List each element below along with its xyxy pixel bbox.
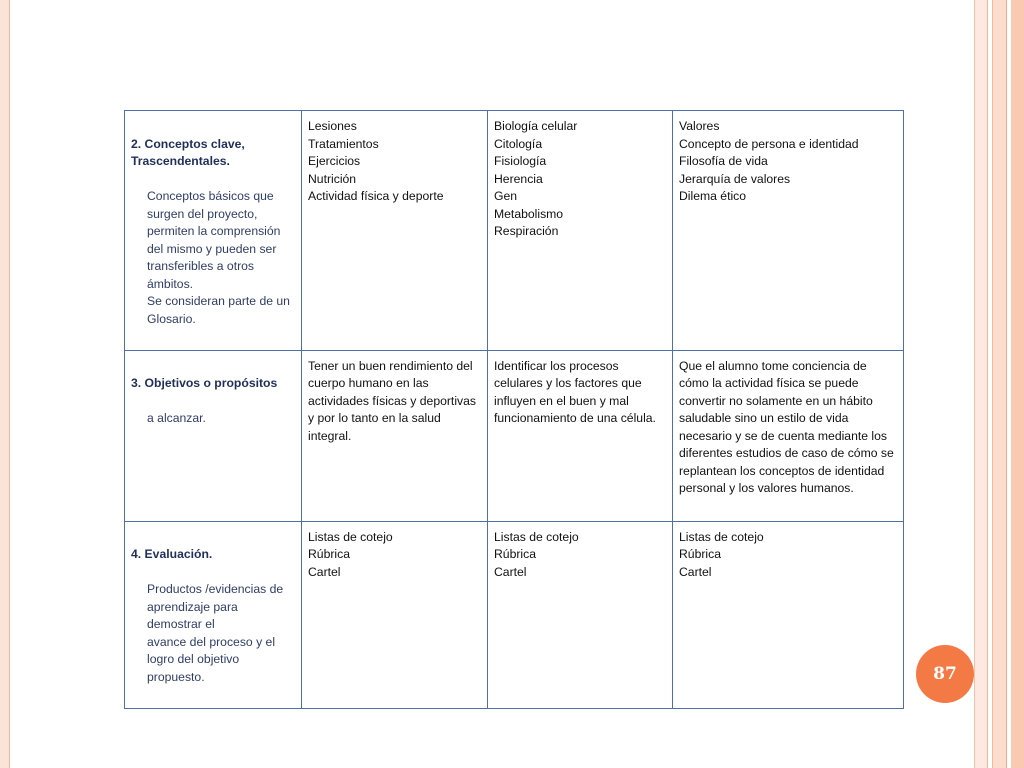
row-heading-cell — [125, 521, 302, 708]
table-row-conceptos — [125, 111, 904, 351]
row-heading-cell — [125, 111, 302, 351]
table-cell: Que el alumno tome conciencia de cómo la actividad física se puede convertir no solamente en un hábito saludable sino un estilo de vida necesario y se de cuenta mediante los diferentes estudios de caso de cómo se replantean los conceptos de identidad personal y los valores humanos. — [673, 350, 904, 521]
table-cell: Listas de cotejo Rúbrica Cartel — [673, 521, 904, 708]
page-number: 87 — [933, 664, 957, 684]
table-cell: Tener un buen rendimiento del cuerpo humano en las actividades físicas y deportivas y por lo tanto en la salud integral. — [302, 350, 488, 521]
row-heading-cell — [125, 350, 302, 521]
table-row-objetivos — [125, 350, 904, 521]
table-cell: Valores Concepto de persona e identidad Filosofía de vida Jerarquía de valores Dilema ético — [673, 111, 904, 351]
right-decorative-stripes — [974, 0, 1024, 768]
table-cell: Listas de cotejo Rúbrica Cartel — [488, 521, 673, 708]
row-heading-title: 3. Objetivos o propósitos — [131, 376, 278, 390]
content-table — [124, 110, 904, 709]
table-cell: Identificar los procesos celulares y los factores que influyen en el buen y mal funcionamiento de una célula. — [488, 350, 673, 521]
row-heading-title: 2. Conceptos clave, Trascendentales. — [131, 136, 245, 168]
page-number-badge — [916, 645, 974, 703]
table-row-evaluacion — [125, 521, 904, 708]
table-cell: Biología celular Citología Fisiología Herencia Gen Metabolismo Respiración — [488, 111, 673, 351]
row-heading-title: 4. Evaluación. — [131, 547, 213, 561]
row-heading-description: Conceptos básicos que surgen del proyecto, permiten la comprensión del mismo y pueden ser transferibles a otros ámbitos. Se consideran parte de un Glosario. — [147, 189, 290, 326]
row-heading-description: Productos /evidencias de aprendizaje para demostrar el avance del proceso y el logro del objetivo propuesto. — [147, 582, 284, 684]
row-heading-description: a alcanzar. — [147, 411, 206, 425]
table-cell: Lesiones Tratamientos Ejercicios Nutrición Actividad física y deporte — [302, 111, 488, 351]
left-decorative-stripe — [0, 0, 10, 768]
table-cell: Listas de cotejo Rúbrica Cartel — [302, 521, 488, 708]
